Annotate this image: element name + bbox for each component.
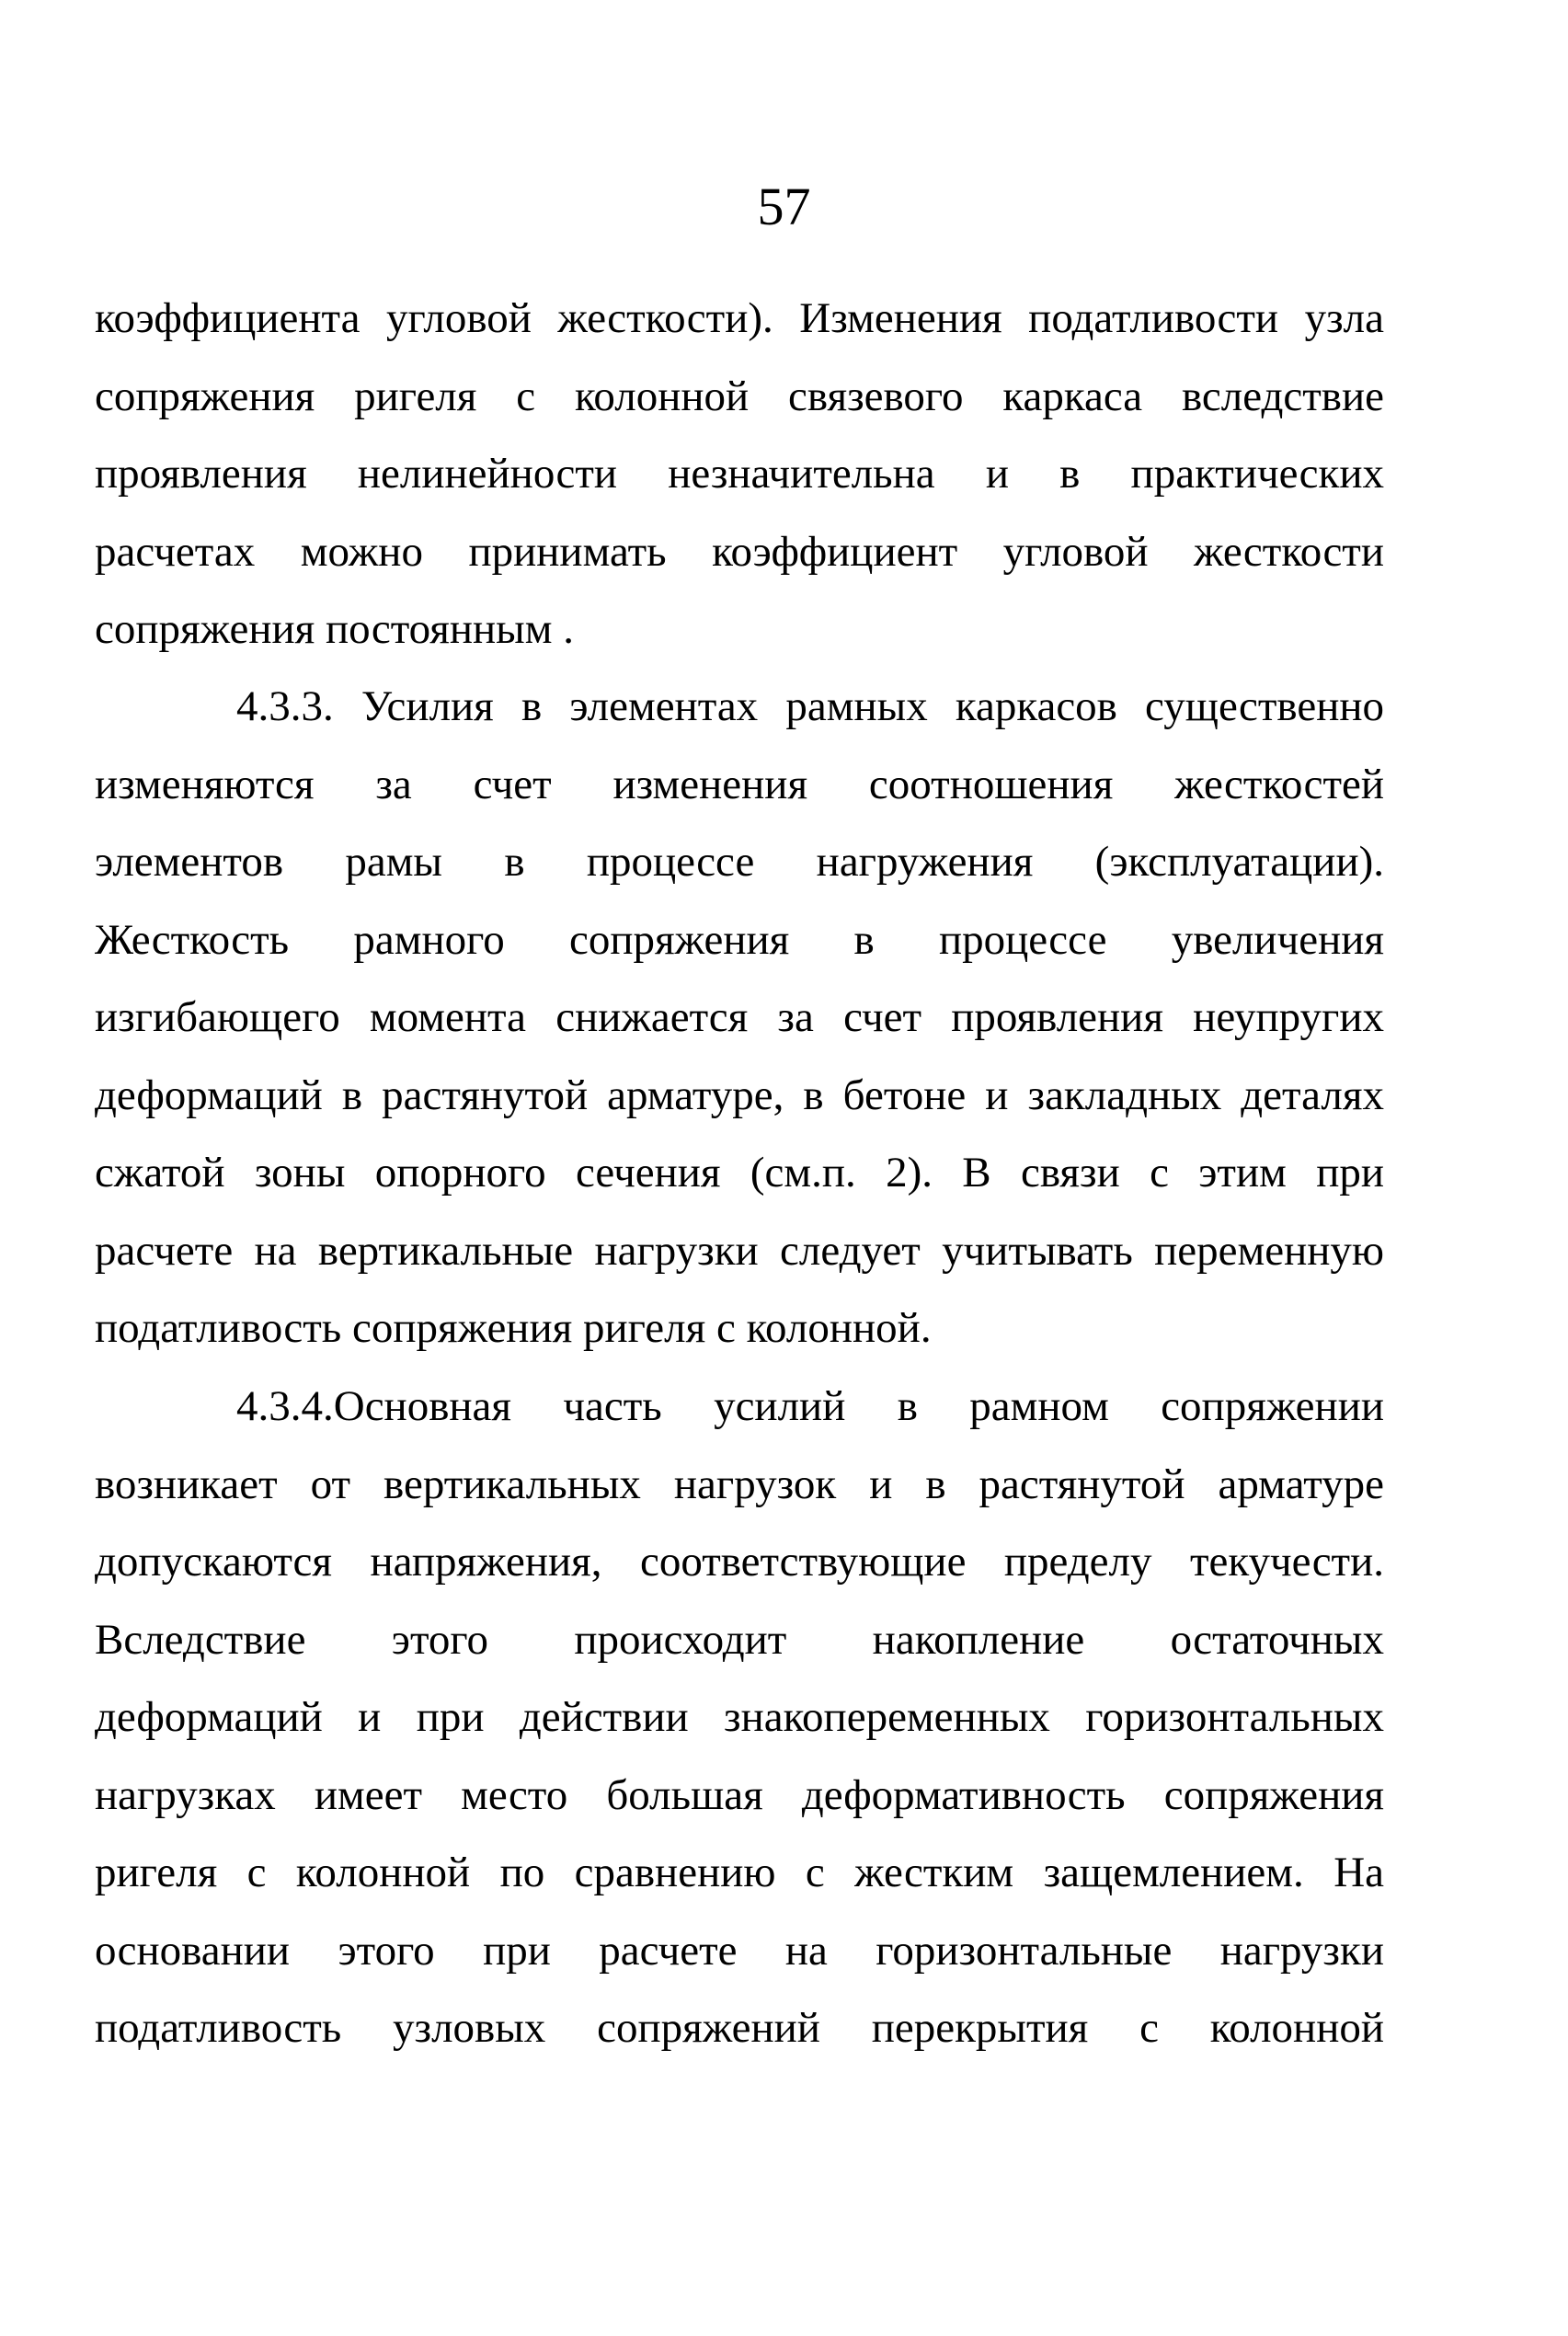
paragraph-4-3-4 — [95, 1368, 1384, 2067]
paragraph-4-3-3 — [95, 668, 1384, 1368]
paragraph-continuation — [95, 280, 1384, 669]
text-line: проявления нелинейности незначительна и в практических — [95, 450, 1384, 498]
text-line: допускаются напряжения, соответствующие пределу текучести. — [95, 1538, 1384, 1586]
text-line: сжатой зоны опорного сечения (см.п. 2). В связи с этим при — [95, 1149, 1384, 1197]
text-line: возникает от вертикальных нагрузок и в растянутой арматуре — [95, 1460, 1384, 1508]
text-line: податливость узловых сопряжений перекрытия с колонной — [95, 2004, 1384, 2052]
text-line: Вследствие этого происходит накопление остаточных — [95, 1615, 1384, 1664]
text-line: элементов рамы в процессе нагружения (эксплуатации). — [95, 838, 1384, 886]
text-line: основании этого при расчете на горизонтальные нагрузки — [95, 1926, 1384, 1975]
text-line: изменяются за счет изменения соотношения жесткостей — [95, 760, 1384, 808]
text-line: 4.3.4.Основная часть усилий в рамном сопряжении — [236, 1382, 1384, 1430]
text-line: Жесткость рамного сопряжения в процессе увеличения — [95, 915, 1384, 964]
text-line: расчетах можно принимать коэффициент угловой жесткости — [95, 527, 1384, 576]
text-line: расчете на вертикальные нагрузки следует учитывать переменную — [95, 1226, 1384, 1275]
text-line: нагрузках имеет место большая деформативность сопряжения — [95, 1770, 1384, 1819]
page-number: 57 — [757, 177, 811, 236]
text-line: податливость сопряжения ригеля с колонной. — [95, 1304, 932, 1352]
text-line: 4.3.3. Усилия в элементах рамных каркасов существенно — [236, 682, 1384, 730]
text-line: деформаций и при действии знакопеременных горизонтальных — [95, 1693, 1384, 1741]
text-line: сопряжения ригеля с колонной связевого каркаса вследствие — [95, 372, 1384, 420]
text-line: коэффициента угловой жесткости). Изменения податливости узла — [95, 294, 1384, 342]
text-line: деформаций в растянутой арматуре, в бетоне и закладных деталях — [95, 1071, 1384, 1119]
text-line: сопряжения постоянным . — [95, 605, 574, 653]
text-line: ригеля с колонной по сравнению с жестким защемлением. На — [95, 1849, 1384, 1896]
text-line: изгибающего момента снижается за счет проявления неупругих — [95, 993, 1384, 1041]
